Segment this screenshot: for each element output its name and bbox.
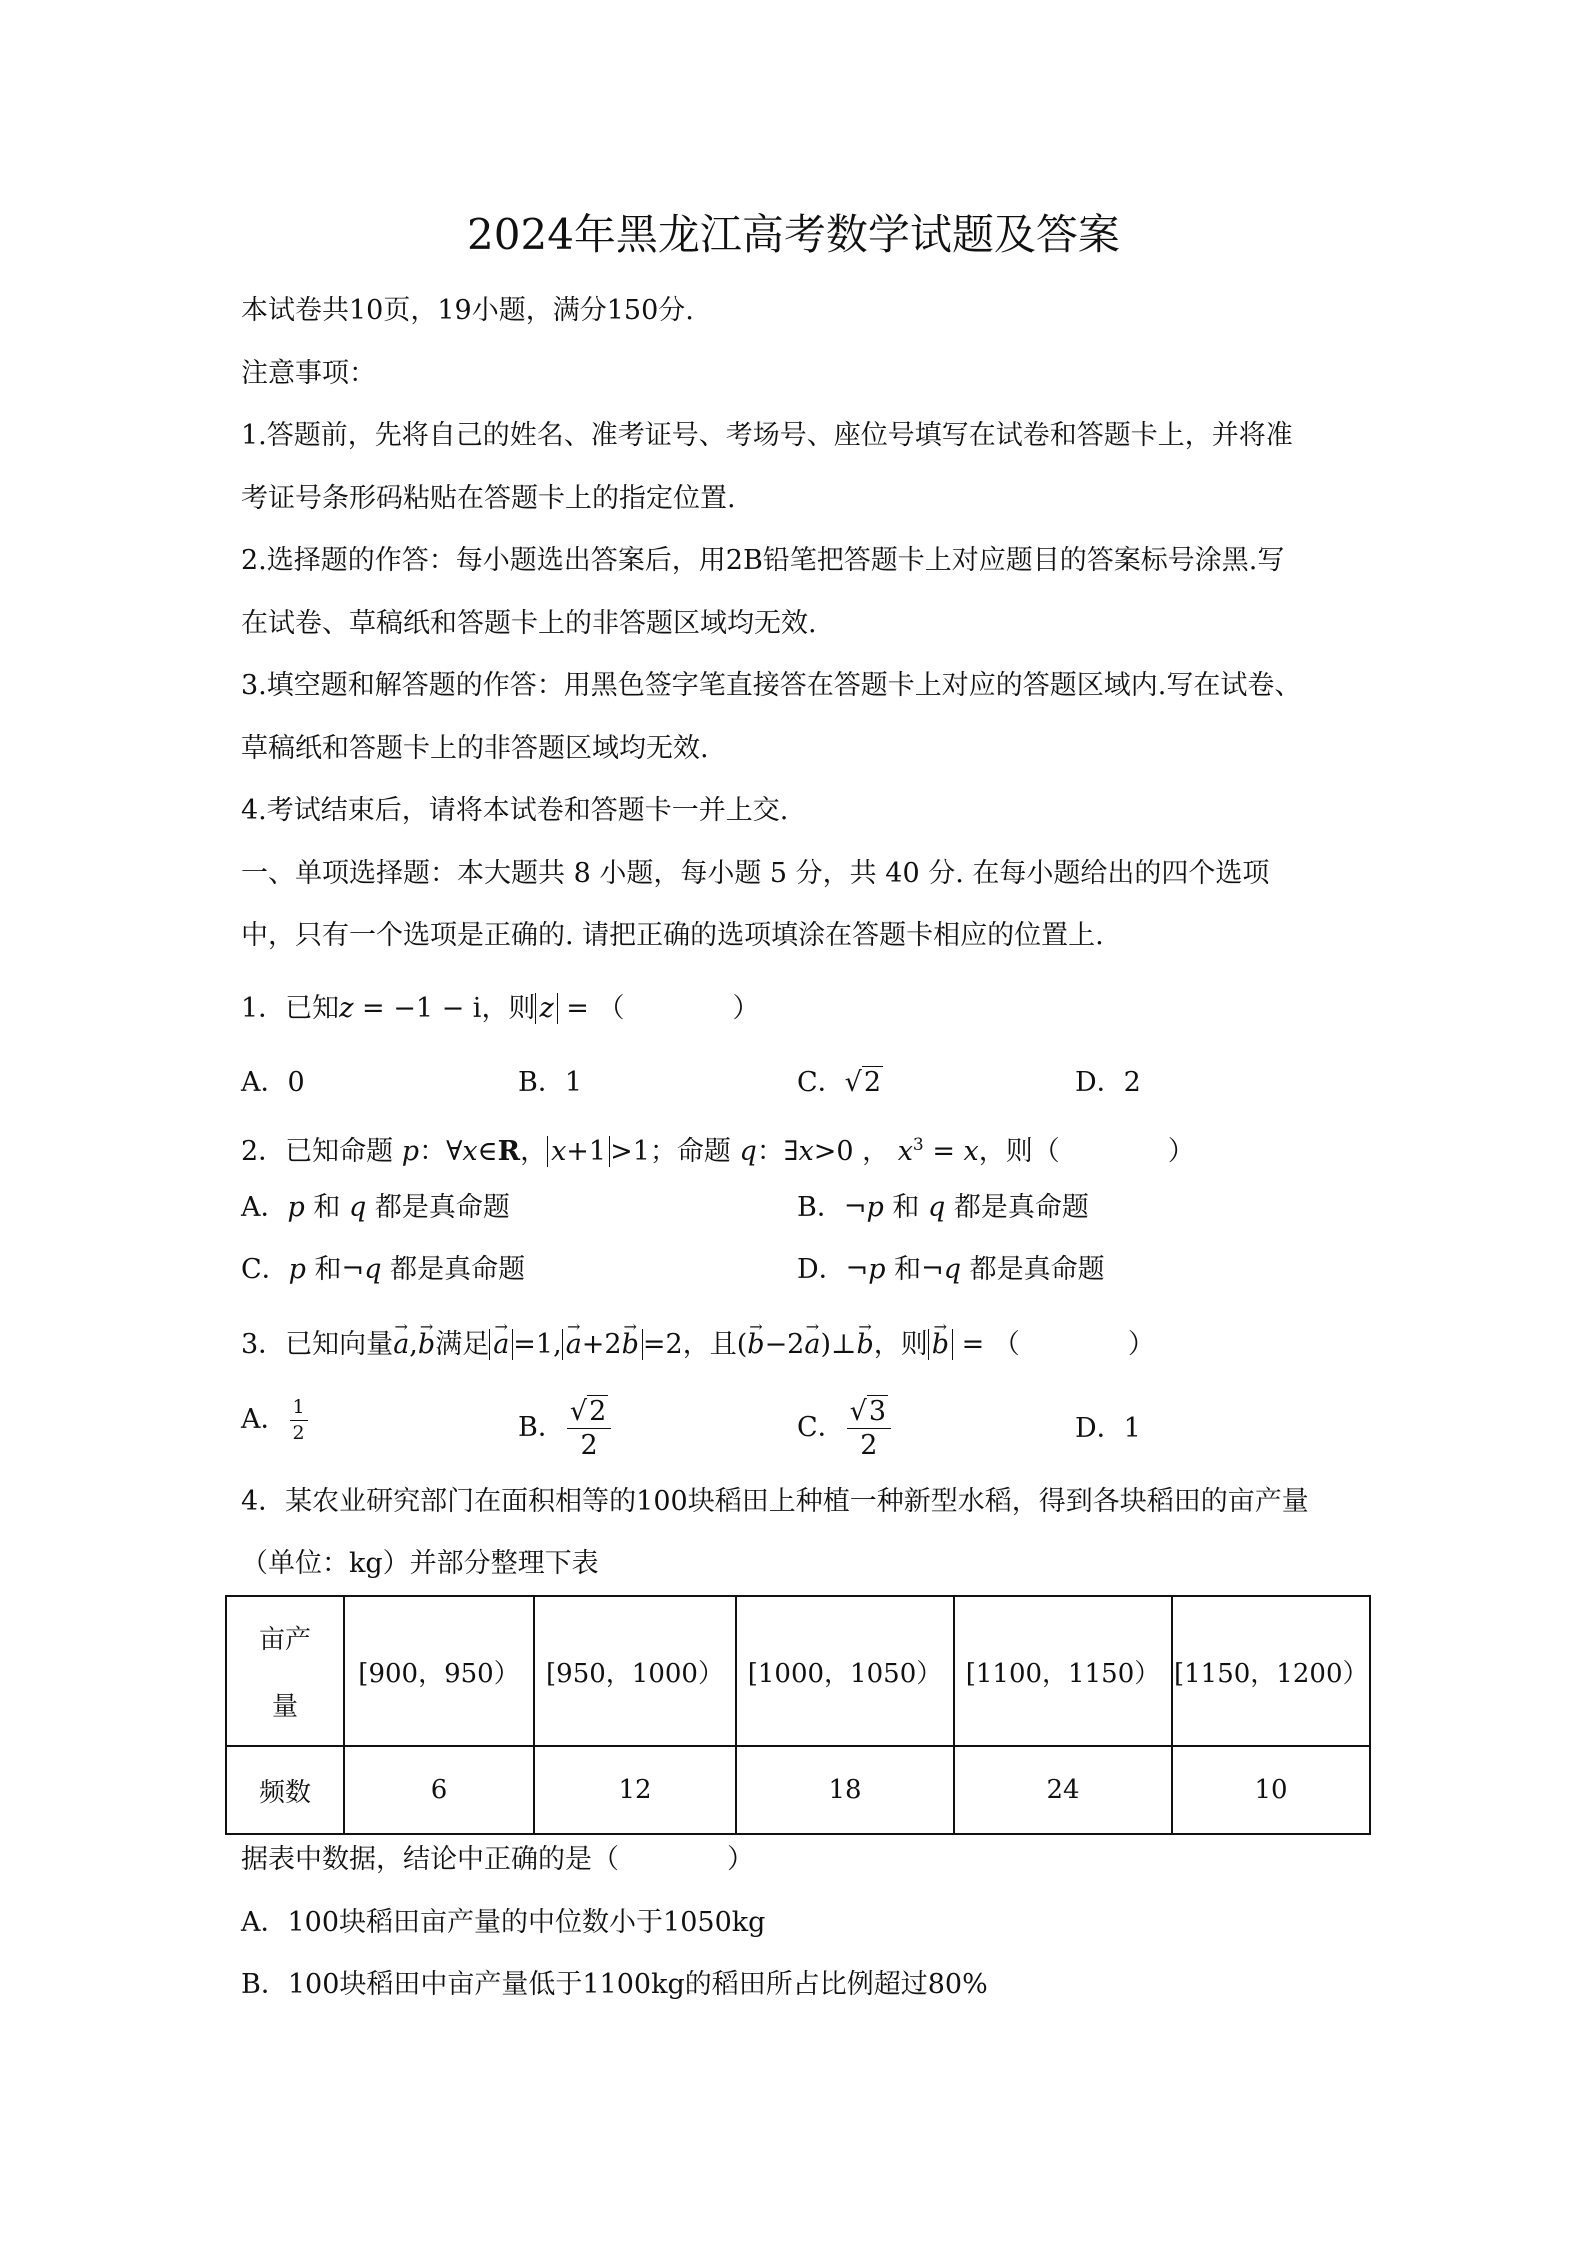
table-cell: 24 (954, 1746, 1172, 1834)
question-1: 1．已知z = −1 − i，则 z = （ ） (241, 993, 760, 1024)
intro-line: 本试卷共10页，19小题，满分150分. (241, 295, 694, 326)
note-4: 4.考试结束后，请将本试卷和答题卡一并上交. (241, 795, 789, 826)
note-2a: 2.选择题的作答：每小题选出答案后，用2B铅笔把答题卡上对应题目的答案标号涂黑.写 (241, 545, 1285, 576)
q1-option-d: D．2 (1075, 1067, 1141, 1098)
q1-option-a: A．0 (241, 1067, 305, 1098)
note-3a: 3.填空题和解答题的作答：用黑色签字笔直接答在答题卡上对应的答题区域内.写在试卷、 (241, 670, 1302, 701)
table-cell: [1100，1150） (954, 1596, 1172, 1746)
q2-option-b: B．¬p 和 q 都是真命题 (797, 1192, 1089, 1223)
table-cell: [1150，1200） (1172, 1596, 1370, 1746)
q4-option-a: A．100块稻田亩产量的中位数小于1050kg (241, 1907, 766, 1938)
q2-option-d: D．¬p 和¬q 都是真命题 (797, 1254, 1105, 1285)
table-cell: [950，1000） (534, 1596, 736, 1746)
question-2: 2．已知命题 p：∀x∈R， x+1 >1；命题 q：∃x>0 ， $x^3 = x$，则（ ） (241, 1135, 1195, 1167)
table-row (226, 1596, 1370, 1746)
q3-option-c: C． $\frac{√3}{2}$ (797, 1398, 893, 1459)
q1-option-c: C．√2 (797, 1067, 882, 1098)
q3-option-b: B． $\frac{√2}{2}$ (518, 1398, 613, 1459)
notes-heading: 注意事项： (241, 358, 376, 389)
yield-frequency-table (225, 1595, 1371, 1835)
note-1b: 考证号条形码粘贴在答题卡上的指定位置. (241, 483, 736, 514)
q2-option-a: A．p 和 q 都是真命题 (241, 1192, 510, 1223)
table-cell: 6 (344, 1746, 534, 1834)
table-cell: 10 (1172, 1746, 1370, 1834)
section1-line1: 一、单项选择题：本大题共 8 小题，每小题 5 分，共 40 分. 在每小题给出的四个选项 (241, 858, 1270, 889)
table-cell: [900，950） (344, 1596, 534, 1746)
table-header-cell: 亩产 量 (226, 1596, 344, 1746)
q2-option-c: C．p 和¬q 都是真命题 (241, 1254, 526, 1285)
q4-option-b: B．100块稻田中亩产量低于1100kg的稻田所占比例超过80% (241, 1969, 988, 2000)
note-3b: 草稿纸和答题卡上的非答题区域均无效. (241, 733, 709, 764)
table-cell: 12 (534, 1746, 736, 1834)
section1-line2: 中，只有一个选项是正确的. 请把正确的选项填涂在答题卡相应的位置上. (241, 920, 1104, 951)
table-row (226, 1746, 1370, 1834)
question-4-prompt: 据表中数据，结论中正确的是（ ） (241, 1844, 754, 1875)
note-2b: 在试卷、草稿纸和答题卡上的非答题区域均无效. (241, 608, 817, 639)
note-1a: 1.答题前，先将自己的姓名、准考证号、考场号、座位号填写在试卷和答题卡上，并将准 (241, 420, 1293, 451)
q1-option-b: B．1 (518, 1067, 583, 1098)
table-cell: 18 (736, 1746, 954, 1834)
table-cell: [1000，1050） (736, 1596, 954, 1746)
q3-option-a: A． $\frac{1}{2}$ (241, 1398, 310, 1443)
page-title: 2024年黑龙江高考数学试题及答案 (467, 210, 1120, 259)
q3-option-d: D．1 (1075, 1413, 1141, 1444)
question-4-line1: 4．某农业研究部门在面积相等的100块稻田上种植一种新型水稻，得到各块稻田的亩产量 (241, 1486, 1309, 1517)
table-header-cell: 频数 (226, 1746, 344, 1834)
question-3: 3．已知向量→ a,→ b满足→ a =1,→ a+2→ b =2，且(→ b−2→ a)⊥→ b，则→ b = （ ） (241, 1327, 1361, 1363)
question-4-line2: （单位：kg）并部分整理下表 (241, 1548, 599, 1579)
